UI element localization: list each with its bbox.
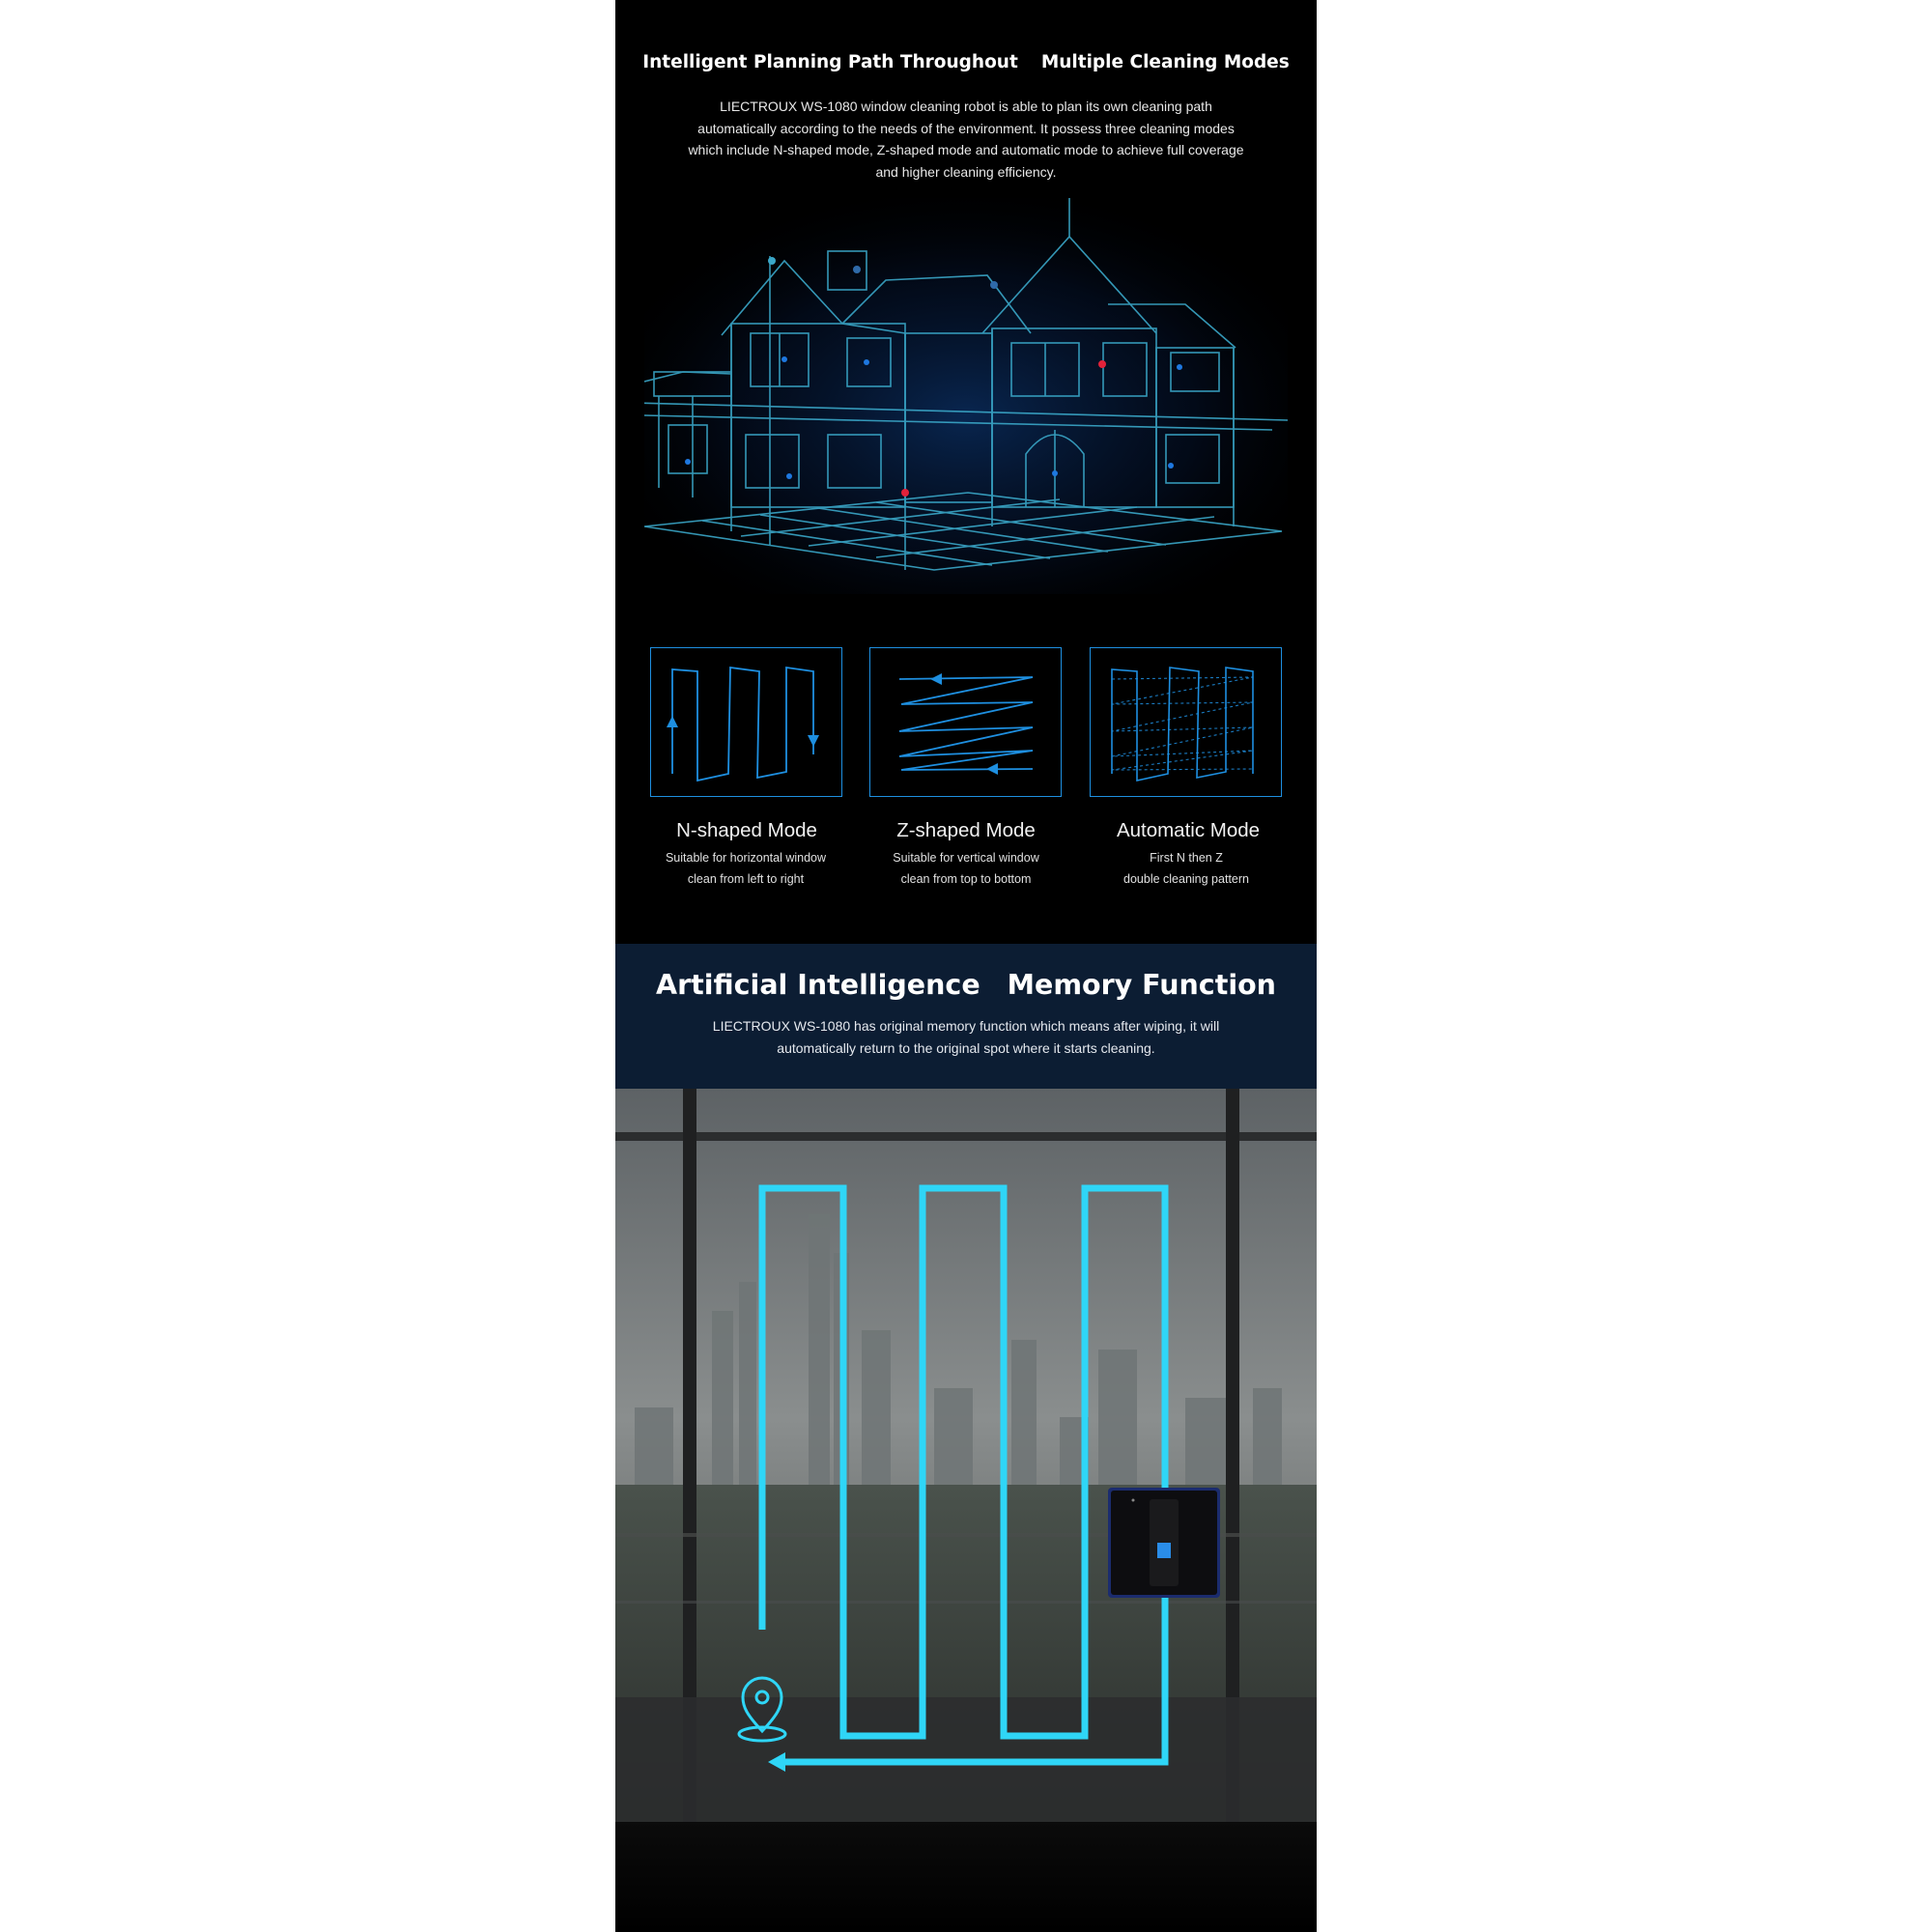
memory-description: LIECTROUX WS-1080 has original memory function which means after wiping, it will automatically return to the original spot where it starts cleaning. [712, 1018, 1220, 1056]
z-mode-line1: Suitable for vertical window [893, 851, 1039, 865]
z-mode-title: Z-shaped Mode [896, 819, 1036, 841]
n-mode-card [650, 647, 842, 797]
memory-title-right: Memory Function [1007, 969, 1276, 1001]
z-path-icon [870, 648, 1060, 795]
n-path-icon [651, 648, 840, 795]
planning-heading [615, 52, 1317, 72]
auto-mode-card [1090, 647, 1282, 797]
z-mode-card [869, 647, 1062, 797]
n-mode-title: N-shaped Mode [676, 819, 817, 841]
planning-description: LIECTROUX WS-1080 window cleaning robot is able to plan its own cleaning path automatically according to the needs of the environment. It possess three cleaning modes which include N-shaped mode, Z-shaped mode and automatic mode to achieve full coverage and higher cleaning efficiency. [688, 99, 1244, 180]
z-mode-line2: clean from top to bottom [900, 872, 1032, 886]
bottom-floor [615, 1822, 1317, 1932]
house-wireframe-icon [644, 198, 1288, 594]
n-mode-line1: Suitable for horizontal window [665, 851, 827, 865]
auto-mode-line1: First N then Z [1150, 851, 1223, 865]
window-scene [615, 1089, 1317, 1823]
window-robot-icon [1108, 1488, 1220, 1598]
n-mode-line2: clean from left to right [687, 872, 805, 886]
auto-mode-line2: double cleaning pattern [1123, 872, 1249, 886]
z-mode-description [855, 847, 1077, 890]
auto-mode-title: Automatic Mode [1116, 819, 1261, 841]
auto-path-icon [1091, 648, 1280, 795]
memory-heading [615, 969, 1317, 1001]
product-strip [615, 0, 1317, 1932]
memory-title-left: Artificial Intelligence [656, 969, 980, 1001]
planning-title-right: Multiple Cleaning Modes [1040, 52, 1290, 72]
auto-mode-description [1075, 847, 1297, 890]
planning-title-left: Intelligent Planning Path Throughout [642, 52, 1018, 72]
n-mode-description [635, 847, 857, 890]
